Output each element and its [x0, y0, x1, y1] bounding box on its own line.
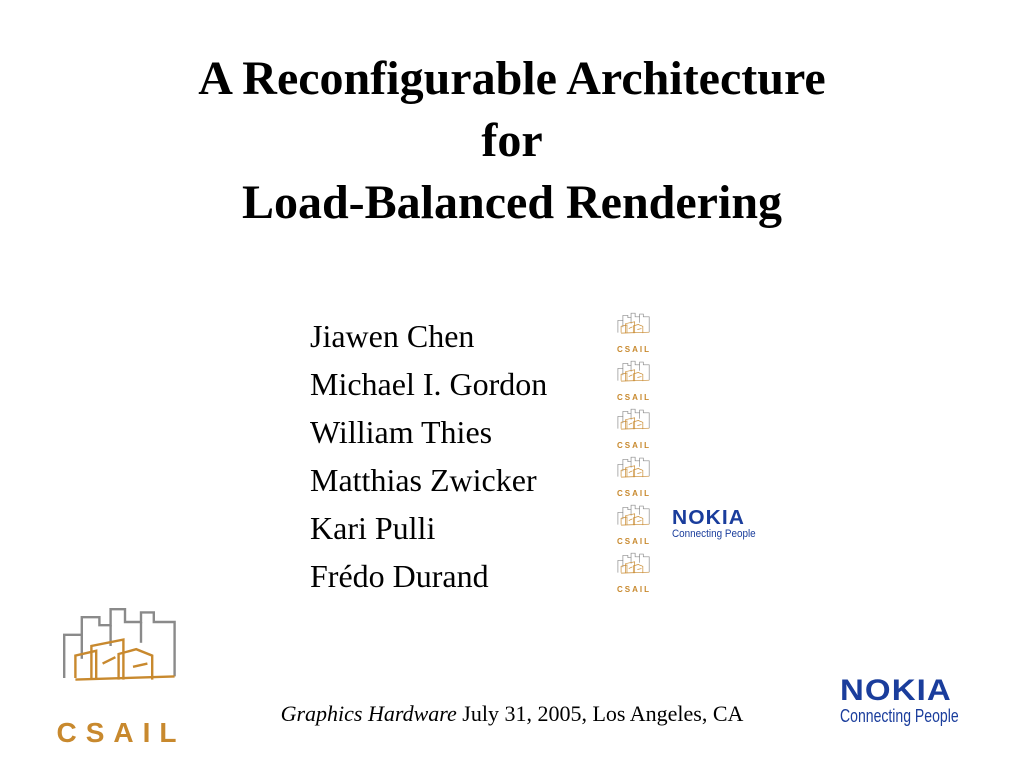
svg-text:CSAIL: CSAIL [617, 537, 651, 546]
title-line-1: A Reconfigurable Architecture [198, 52, 826, 105]
csail-logo-icon [608, 408, 660, 450]
author-name: Matthias Zwicker [310, 462, 537, 498]
nokia-wordmark: NOKIA [840, 674, 952, 707]
author-list [310, 312, 547, 600]
venue-details: July 31, 2005, Los Angeles, CA [456, 701, 744, 726]
title-line-3: Load-Balanced Rendering [241, 176, 783, 229]
svg-text:CSAIL: CSAIL [617, 585, 651, 594]
author-name: Frédo Durand [310, 558, 489, 594]
author-name: Kari Pulli [310, 510, 436, 546]
nokia-tagline: Connecting People [672, 528, 756, 540]
csail-logo-icon [608, 456, 660, 498]
nokia-logo-large [840, 676, 990, 726]
author-name: Michael I. Gordon [310, 366, 548, 402]
nokia-wordmark: NOKIA [672, 507, 745, 529]
csail-logo-icon [608, 552, 660, 594]
venue-name: Graphics Hardware [280, 701, 457, 726]
svg-text:CSAIL: CSAIL [617, 489, 651, 498]
author-name: Jiawen Chen [310, 318, 475, 354]
csail-logo-icon [608, 312, 660, 354]
svg-text:CSAIL: CSAIL [617, 441, 651, 450]
svg-text:CSAIL: CSAIL [617, 345, 651, 354]
svg-text:CSAIL: CSAIL [617, 393, 651, 402]
csail-logo-icon [608, 504, 660, 546]
csail-logo-icon [608, 360, 660, 402]
title-line-2: for [481, 114, 543, 167]
csail-logo-text: CSAIL [56, 717, 186, 748]
slide-title [0, 48, 1024, 234]
nokia-tagline: Connecting People [840, 706, 959, 726]
author-name: William Thies [310, 414, 493, 450]
nokia-logo-small [672, 508, 768, 541]
